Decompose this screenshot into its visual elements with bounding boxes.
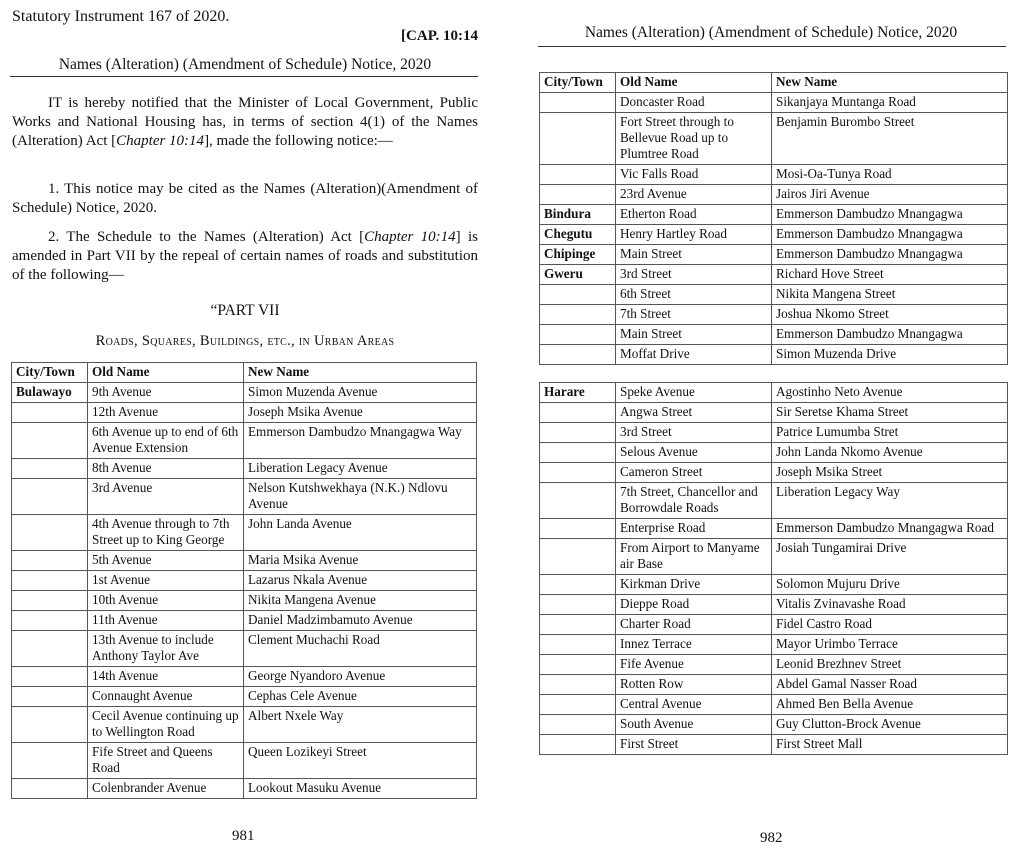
cell-city-town (540, 675, 616, 695)
cell-old-name: Doncaster Road (616, 93, 772, 113)
cell-city-town (12, 571, 88, 591)
cell-old-name: 4th Avenue through to 7th Street up to King George (88, 515, 244, 551)
cell-city-town (12, 515, 88, 551)
cell-city-town (12, 631, 88, 667)
table-row (540, 715, 1008, 735)
cell-old-name: Main Street (616, 325, 772, 345)
schedule-table-harare (539, 382, 1008, 755)
cell-new-name: Emmerson Dambudzo Mnangagwa (772, 225, 1008, 245)
header-city-town: City/Town (540, 73, 616, 93)
cell-city-town (540, 185, 616, 205)
cell-old-name: Kirkman Drive (616, 575, 772, 595)
cell-old-name: Main Street (616, 245, 772, 265)
cell-city-town (540, 635, 616, 655)
cell-city-town (12, 591, 88, 611)
cell-new-name: Nelson Kutshwekhaya (N.K.) Ndlovu Avenue (244, 479, 477, 515)
cell-old-name: 8th Avenue (88, 459, 244, 479)
cell-old-name: 3rd Avenue (88, 479, 244, 515)
paragraph-citation: 1. This notice may be cited as the Names (Alteration)(Amendment of Schedule) Notice, 2020. (12, 181, 478, 216)
cell-new-name: George Nyandoro Avenue (244, 667, 477, 687)
cell-old-name: Cecil Avenue continuing up to Wellington Road (88, 707, 244, 743)
cell-old-name: Dieppe Road (616, 595, 772, 615)
table-header-row (12, 363, 477, 383)
cell-city-town: Bulawayo (12, 383, 88, 403)
table-row (540, 225, 1008, 245)
cell-old-name: Charter Road (616, 615, 772, 635)
cell-city-town (12, 687, 88, 707)
cell-new-name: Joshua Nkomo Street (772, 305, 1008, 325)
cell-new-name: Fidel Castro Road (772, 615, 1008, 635)
cell-old-name: 12th Avenue (88, 403, 244, 423)
cell-new-name: Mayor Urimbo Terrace (772, 635, 1008, 655)
cell-city-town (540, 595, 616, 615)
cell-new-name: Jairos Jiri Avenue (772, 185, 1008, 205)
cell-new-name: Sir Seretse Khama Street (772, 403, 1008, 423)
cell-new-name: Ahmed Ben Bella Avenue (772, 695, 1008, 715)
table-row (540, 615, 1008, 635)
table-row (540, 675, 1008, 695)
cell-city-town (540, 325, 616, 345)
cell-city-town (540, 113, 616, 165)
cell-old-name: Angwa Street (616, 403, 772, 423)
cell-city-town (540, 403, 616, 423)
table-body (12, 383, 477, 799)
cell-new-name: Liberation Legacy Avenue (244, 459, 477, 479)
cell-city-town (540, 423, 616, 443)
header-new-name: New Name (244, 363, 477, 383)
table-row (540, 655, 1008, 675)
cell-city-town (540, 519, 616, 539)
running-title: Names (Alteration) (Amendment of Schedule) Notice, 2020 (584, 24, 958, 41)
cell-old-name: 23rd Avenue (616, 185, 772, 205)
table-row (12, 551, 477, 571)
paragraph-notification: IT is hereby notified that the Minister of Local Government, Public Works and National Housing has, in terms of section 4(1) of the Names (Alteration) Act [Chapter 10:14], made the following notice:— (12, 95, 478, 149)
cell-new-name: Clement Muchachi Road (244, 631, 477, 667)
cell-old-name: 6th Avenue up to end of 6th Avenue Extension (88, 423, 244, 459)
cell-old-name: Vic Falls Road (616, 165, 772, 185)
cell-city-town (540, 655, 616, 675)
table-row (540, 539, 1008, 575)
cell-old-name: Speke Avenue (616, 383, 772, 403)
cell-old-name: 9th Avenue (88, 383, 244, 403)
cell-new-name: Joseph Msika Avenue (244, 403, 477, 423)
cell-city-town: Chipinge (540, 245, 616, 265)
cell-city-town (540, 715, 616, 735)
cell-old-name: First Street (616, 735, 772, 755)
cell-city-town (12, 707, 88, 743)
cell-old-name: 11th Avenue (88, 611, 244, 631)
cell-city-town (12, 667, 88, 687)
cell-old-name: Selous Avenue (616, 443, 772, 463)
cell-city-town (540, 539, 616, 575)
cell-new-name: Nikita Mangena Street (772, 285, 1008, 305)
table-row (12, 423, 477, 459)
cell-city-town (540, 345, 616, 365)
page-number: 981 (232, 828, 255, 844)
cell-new-name: Maria Msika Avenue (244, 551, 477, 571)
cell-city-town (540, 575, 616, 595)
table-row (540, 185, 1008, 205)
table-row (540, 443, 1008, 463)
cell-old-name: Enterprise Road (616, 519, 772, 539)
cell-old-name: 10th Avenue (88, 591, 244, 611)
table-row (540, 265, 1008, 285)
header-old-name: Old Name (616, 73, 772, 93)
table-row (12, 479, 477, 515)
cell-old-name: 7th Street, Chancellor and Borrowdale Roads (616, 483, 772, 519)
table-row (540, 403, 1008, 423)
table-row (12, 459, 477, 479)
cell-old-name: 13th Avenue to include Anthony Taylor Ave (88, 631, 244, 667)
table-row (540, 205, 1008, 225)
schedule-table-bulawayo (11, 362, 477, 799)
cell-old-name: Fife Avenue (616, 655, 772, 675)
table-row (540, 93, 1008, 113)
cell-city-town: Chegutu (540, 225, 616, 245)
table-row (540, 595, 1008, 615)
cell-new-name: Emmerson Dambudzo Mnangagwa Road (772, 519, 1008, 539)
table-row (12, 687, 477, 707)
cell-new-name: Solomon Mujuru Drive (772, 575, 1008, 595)
cell-city-town (12, 551, 88, 571)
cell-city-town (540, 443, 616, 463)
cell-old-name: Rotten Row (616, 675, 772, 695)
table-row (540, 695, 1008, 715)
table-row (12, 779, 477, 799)
cell-city-town (540, 285, 616, 305)
table-body (540, 93, 1008, 365)
cell-old-name: 3rd Street (616, 423, 772, 443)
page-number: 982 (760, 830, 783, 846)
table-row (12, 667, 477, 687)
table-row (540, 423, 1008, 443)
table-row (540, 575, 1008, 595)
cell-new-name: John Landa Avenue (244, 515, 477, 551)
table-row (12, 403, 477, 423)
cell-new-name: Agostinho Neto Avenue (772, 383, 1008, 403)
cell-old-name: From Airport to Manyame air Base (616, 539, 772, 575)
cell-new-name: Patrice Lumumba Stret (772, 423, 1008, 443)
cell-city-town (540, 165, 616, 185)
table-row (540, 305, 1008, 325)
cell-new-name: Emmerson Dambudzo Mnangagwa (772, 245, 1008, 265)
table-row (12, 743, 477, 779)
cell-old-name: 1st Avenue (88, 571, 244, 591)
cell-old-name: Etherton Road (616, 205, 772, 225)
table-row (12, 611, 477, 631)
table-row (12, 571, 477, 591)
cell-new-name: Queen Lozikeyi Street (244, 743, 477, 779)
page-982 (506, 0, 1012, 852)
cell-old-name: Connaught Avenue (88, 687, 244, 707)
table-row (540, 483, 1008, 519)
cell-new-name: Emmerson Dambudzo Mnangagwa (772, 205, 1008, 225)
cell-city-town (12, 743, 88, 779)
cell-new-name: Josiah Tungamirai Drive (772, 539, 1008, 575)
cell-city-town (12, 479, 88, 515)
cell-city-town (540, 615, 616, 635)
cell-old-name: Colenbrander Avenue (88, 779, 244, 799)
part-title: “PART VII (210, 302, 280, 319)
schedule-table-continued (539, 72, 1008, 365)
title-rule (10, 76, 478, 77)
cell-new-name: Guy Clutton-Brock Avenue (772, 715, 1008, 735)
table-row (540, 165, 1008, 185)
cell-new-name: Joseph Msika Street (772, 463, 1008, 483)
cell-city-town (12, 423, 88, 459)
table-row (12, 707, 477, 743)
cell-new-name: Cephas Cele Avenue (244, 687, 477, 707)
table-body (540, 383, 1008, 755)
cell-old-name: Fife Street and Queens Road (88, 743, 244, 779)
cell-old-name: 5th Avenue (88, 551, 244, 571)
cell-city-town (540, 483, 616, 519)
cell-city-town (540, 93, 616, 113)
cell-old-name: Central Avenue (616, 695, 772, 715)
table-row (540, 735, 1008, 755)
cell-old-name: 14th Avenue (88, 667, 244, 687)
table-row (12, 631, 477, 667)
cell-new-name: Abdel Gamal Nasser Road (772, 675, 1008, 695)
cell-new-name: Daniel Madzimbamuto Avenue (244, 611, 477, 631)
table-row (540, 345, 1008, 365)
statutory-instrument-line: Statutory Instrument 167 of 2020. (12, 8, 230, 25)
cell-old-name: Moffat Drive (616, 345, 772, 365)
table-row (540, 635, 1008, 655)
cell-old-name: 3rd Street (616, 265, 772, 285)
cell-old-name: Henry Hartley Road (616, 225, 772, 245)
cell-city-town: Gweru (540, 265, 616, 285)
cell-new-name: Emmerson Dambudzo Mnangagwa (772, 325, 1008, 345)
table-row (12, 383, 477, 403)
chapter-reference: [CAP. 10:14 (401, 28, 478, 44)
cell-new-name: Sikanjaya Muntanga Road (772, 93, 1008, 113)
table-row (540, 285, 1008, 305)
cell-city-town (540, 463, 616, 483)
cell-old-name: 7th Street (616, 305, 772, 325)
cell-old-name: Fort Street through to Bellevue Road up to Plumtree Road (616, 113, 772, 165)
table-header-row (540, 73, 1008, 93)
header-city-town: City/Town (12, 363, 88, 383)
cell-new-name: First Street Mall (772, 735, 1008, 755)
cell-city-town: Bindura (540, 205, 616, 225)
cell-city-town (12, 459, 88, 479)
cell-new-name: Nikita Mangena Avenue (244, 591, 477, 611)
cell-city-town (12, 779, 88, 799)
table-row (12, 515, 477, 551)
cell-old-name: Innez Terrace (616, 635, 772, 655)
table-row (540, 113, 1008, 165)
cell-new-name: Leonid Brezhnev Street (772, 655, 1008, 675)
cell-new-name: John Landa Nkomo Avenue (772, 443, 1008, 463)
cell-new-name: Mosi-Oa-Tunya Road (772, 165, 1008, 185)
paragraph-amendment: 2. The Schedule to the Names (Alteration) Act [Chapter 10:14] is amended in Part VII by the repeal of certain names of roads and substitution of the following— (12, 229, 478, 283)
cell-new-name: Richard Hove Street (772, 265, 1008, 285)
cell-new-name: Liberation Legacy Way (772, 483, 1008, 519)
cell-old-name: 6th Street (616, 285, 772, 305)
cell-city-town (540, 305, 616, 325)
cell-city-town (12, 403, 88, 423)
cell-new-name: Benjamin Burombo Street (772, 113, 1008, 165)
header-new-name: New Name (772, 73, 1008, 93)
cell-new-name: Lazarus Nkala Avenue (244, 571, 477, 591)
cell-city-town: Harare (540, 383, 616, 403)
table-row (540, 325, 1008, 345)
cell-old-name: South Avenue (616, 715, 772, 735)
cell-new-name: Simon Muzenda Avenue (244, 383, 477, 403)
page-981 (0, 0, 490, 852)
cell-new-name: Vitalis Zvinavashe Road (772, 595, 1008, 615)
cell-old-name: Cameron Street (616, 463, 772, 483)
title-rule (538, 46, 1006, 47)
cell-new-name: Lookout Masuku Avenue (244, 779, 477, 799)
table-row (540, 519, 1008, 539)
table-row (12, 591, 477, 611)
table-row (540, 245, 1008, 265)
part-subtitle: Roads, Squares, Buildings, etc., in Urban Areas (95, 333, 395, 349)
cell-city-town (540, 695, 616, 715)
notice-title: Names (Alteration) (Amendment of Schedule) Notice, 2020 (58, 56, 432, 73)
cell-city-town (12, 611, 88, 631)
table-row (540, 383, 1008, 403)
cell-new-name: Simon Muzenda Drive (772, 345, 1008, 365)
table-row (540, 463, 1008, 483)
cell-new-name: Emmerson Dambudzo Mnangagwa Way (244, 423, 477, 459)
cell-new-name: Albert Nxele Way (244, 707, 477, 743)
cell-city-town (540, 735, 616, 755)
header-old-name: Old Name (88, 363, 244, 383)
